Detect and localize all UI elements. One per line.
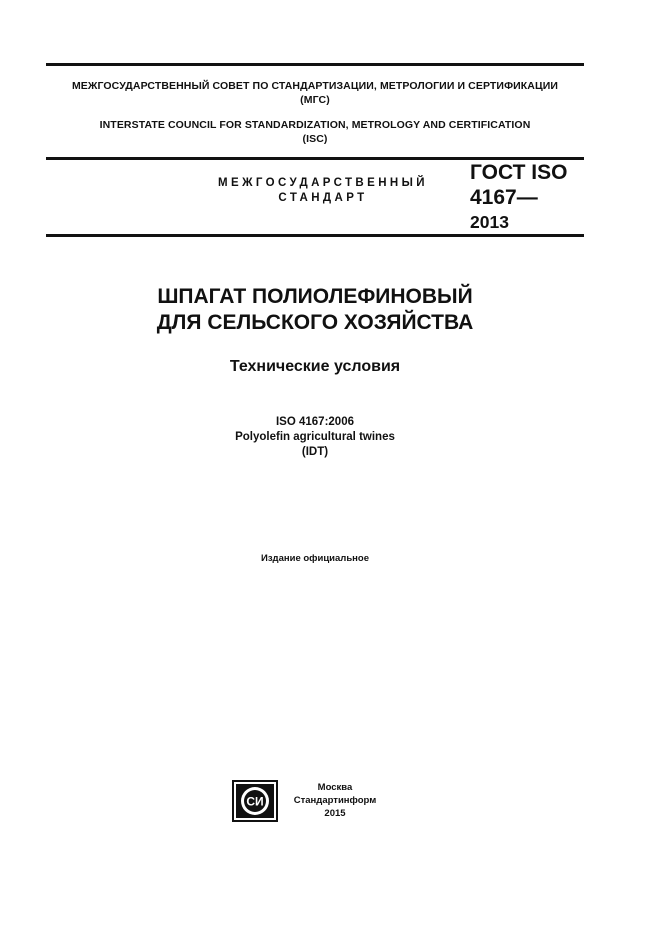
council-en-name: INTERSTATE COUNCIL FOR STANDARDIZATION, METROLOGY AND CERTIFICATION [99, 119, 531, 131]
standard-kind [180, 176, 466, 206]
gost-number [470, 160, 590, 235]
council-ru-abbr: (МГС) [300, 94, 330, 106]
document-subtitle: Технические условия [229, 358, 401, 375]
publisher-name: Стандартинформ [293, 795, 377, 806]
publisher-year: 2015 [324, 808, 346, 819]
gost-number-line1: ГОСТ ISO [470, 161, 568, 184]
council-en-block [46, 118, 584, 146]
top-rule [46, 63, 584, 66]
publisher-city: Москва [317, 782, 353, 793]
iso-equivalence: (IDT) [301, 446, 329, 458]
logo-letters: СИ [246, 794, 264, 809]
iso-code: ISO 4167:2006 [275, 416, 354, 428]
iso-reference [46, 415, 584, 460]
standartinform-logo-icon [232, 780, 278, 822]
gost-number-line2: 4167— [470, 186, 538, 209]
document-title-line1: ШПАГАТ ПОЛИОЛЕФИНОВЫЙ [157, 285, 473, 308]
publisher-imprint [285, 781, 385, 820]
gost-number-year: 2013 [470, 212, 509, 232]
iso-name: Polyolefin agricultural twines [235, 431, 395, 443]
document-title-line2: ДЛЯ СЕЛЬСКОГО ХОЗЯЙСТВА [156, 311, 474, 334]
council-ru-name: МЕЖГОСУДАРСТВЕННЫЙ СОВЕТ ПО СТАНДАРТИЗАЦИИ, МЕТРОЛОГИИ И СЕРТИФИКАЦИИ [71, 80, 559, 92]
bottom-rule [46, 234, 584, 237]
council-ru-block [46, 79, 584, 107]
document-title [46, 284, 584, 336]
standard-kind-line1: МЕЖГОСУДАРСТВЕННЫЙ [218, 177, 428, 189]
standard-kind-line2: СТАНДАРТ [278, 192, 368, 204]
edition-note: Издание официальное [261, 553, 369, 564]
council-en-abbr: (ISC) [302, 133, 328, 145]
